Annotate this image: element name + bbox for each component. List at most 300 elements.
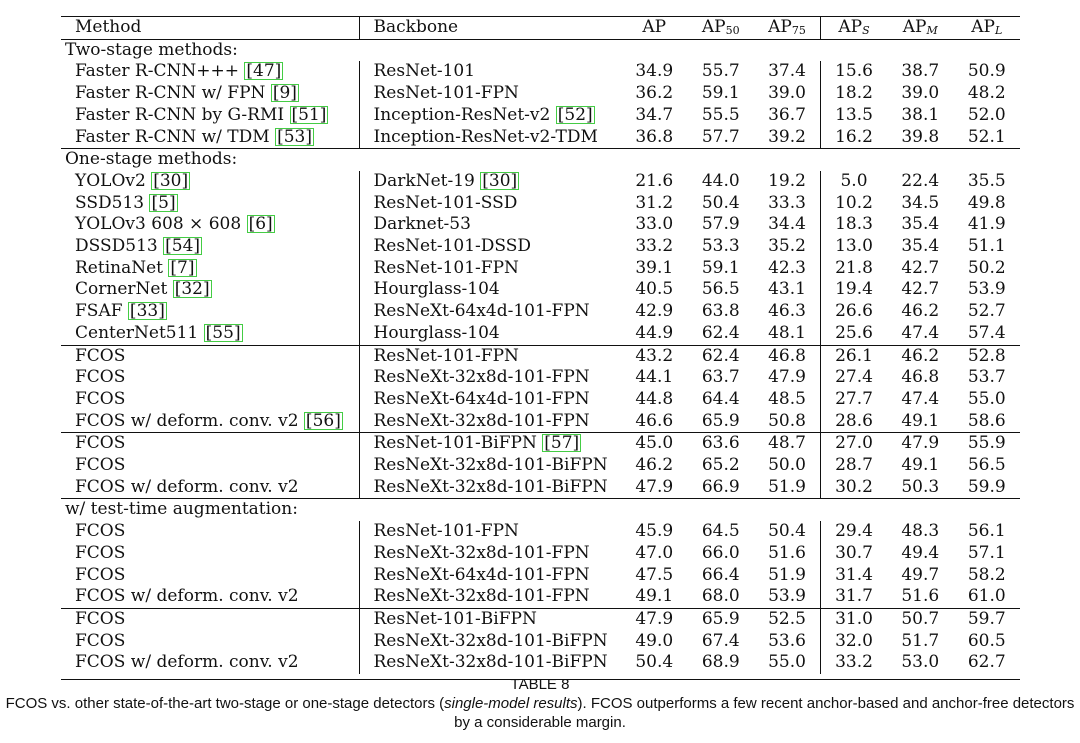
value-ap50: 57.7: [701, 126, 740, 147]
value-ap: 47.9: [635, 476, 674, 497]
backbone-name: ResNet-101: [373, 61, 476, 82]
method-name: CenterNet511: [75, 322, 199, 343]
citation-link[interactable]: [56]: [305, 410, 341, 431]
citation-link[interactable]: [5]: [151, 192, 176, 213]
table-row: [61, 193, 1020, 215]
citation-link[interactable]: [52]: [557, 104, 593, 125]
value-aps: 18.3: [821, 214, 888, 236]
citation-link[interactable]: [55]: [205, 322, 241, 343]
table-row: [61, 127, 1020, 149]
value-aps: 13.0: [821, 236, 888, 258]
value-apl: 56.5: [967, 455, 1006, 476]
method-cell: [61, 631, 359, 653]
backbone-cell: [359, 83, 621, 105]
value-ap75: 51.6: [768, 542, 806, 563]
backbone-name: ResNet-101-SSD: [373, 192, 518, 213]
value-apm: 38.1: [901, 104, 940, 125]
value-ap: 45.0: [621, 433, 688, 455]
value-ap50: 44.0: [701, 170, 740, 191]
table-header-row: [61, 17, 1020, 39]
method-cell: [61, 543, 359, 565]
header-aps-sub: S: [862, 24, 870, 37]
value-ap50: 59.1: [701, 257, 740, 278]
citation-link[interactable]: [9]: [272, 83, 297, 104]
value-ap75: 53.9: [768, 586, 806, 607]
value-apm: 51.7: [901, 630, 940, 651]
method-name: Faster R-CNN w/ TDM: [75, 126, 270, 147]
value-ap75: 51.9: [768, 476, 806, 497]
method-cell: [61, 236, 359, 258]
value-ap: 44.8: [635, 388, 674, 409]
value-ap75: 39.0: [768, 83, 806, 104]
value-aps: 26.1: [821, 345, 888, 367]
value-aps: 31.4: [821, 565, 888, 587]
table-row: [61, 631, 1020, 653]
value-ap: 47.0: [635, 542, 674, 563]
value-apm: 47.9: [887, 433, 954, 455]
value-ap50: 66.0: [701, 542, 740, 563]
citation-link[interactable]: [51]: [291, 104, 327, 125]
value-apl: 57.4: [967, 322, 1006, 343]
table-row: [61, 301, 1020, 323]
header-ap50-sub: 50: [725, 24, 740, 37]
citation-link[interactable]: [30]: [153, 170, 189, 191]
backbone-name: ResNeXt-32x8d-101-BiFPN: [373, 630, 608, 651]
value-ap: 39.1: [635, 257, 674, 278]
citation-link[interactable]: [47]: [246, 61, 282, 82]
method-name: SSD513: [75, 192, 145, 213]
table-row: [61, 455, 1020, 477]
value-apl: 52.7: [967, 301, 1006, 322]
method-cell: [61, 652, 359, 674]
backbone-name: ResNeXt-64x4d-101-FPN: [373, 301, 590, 322]
value-ap75: 19.2: [768, 170, 806, 191]
method-cell: [61, 193, 359, 215]
table-row: [61, 258, 1020, 280]
caption-text-italic: single-model results: [444, 695, 578, 712]
value-ap75: 51.9: [768, 564, 806, 585]
method-cell: [61, 61, 359, 83]
value-apl: 60.5: [967, 630, 1006, 651]
backbone-cell: [359, 652, 621, 674]
value-ap50: 65.9: [688, 608, 755, 630]
header-ap75-sub: 75: [791, 24, 806, 37]
method-cell: [61, 521, 359, 543]
header-apl: [954, 17, 1021, 39]
method-cell: [61, 171, 359, 193]
value-aps: 16.2: [821, 127, 888, 149]
value-apl: 59.9: [967, 476, 1006, 497]
table-body: [61, 39, 1020, 674]
header-apm-base: AP: [902, 17, 927, 37]
method-name: FCOS w/ deform. conv. v2: [75, 652, 299, 673]
backbone-name: Darknet-53: [373, 214, 471, 235]
table-row: [61, 389, 1020, 411]
value-apm: 53.0: [901, 652, 940, 673]
citation-number: 47: [253, 61, 275, 82]
value-aps: 31.0: [821, 608, 888, 630]
value-apl: 53.7: [967, 367, 1006, 388]
value-ap: 47.5: [635, 564, 674, 585]
method-cell: [61, 389, 359, 411]
backbone-cell: [359, 236, 621, 258]
method-name: FCOS: [75, 608, 126, 629]
method-cell: [61, 279, 359, 301]
value-apm: 46.8: [901, 367, 940, 388]
value-aps: 15.6: [821, 61, 888, 83]
value-ap75: 46.3: [768, 301, 806, 322]
value-ap50: 64.4: [701, 388, 740, 409]
value-aps: 33.2: [821, 652, 888, 674]
method-cell: [61, 565, 359, 587]
method-cell: [61, 367, 359, 389]
method-cell: [61, 214, 359, 236]
value-apl: 48.2: [967, 83, 1006, 104]
citation-number: 30: [488, 170, 511, 191]
value-apm: 48.3: [901, 521, 940, 542]
method-name: YOLOv2: [75, 170, 146, 191]
value-aps: 30.2: [821, 477, 888, 499]
value-apl: 58.6: [967, 410, 1006, 431]
method-name: FCOS w/ deform. conv. v2: [75, 476, 299, 497]
table-row: [61, 477, 1020, 499]
backbone-cell: [359, 521, 621, 543]
backbone-cell: [359, 631, 621, 653]
citation-number: 54: [171, 236, 194, 257]
value-apl: 35.5: [967, 170, 1006, 191]
table-row: [61, 367, 1020, 389]
method-cell: [61, 301, 359, 323]
citation-number: 7: [177, 257, 188, 278]
citation-number: 53: [283, 126, 306, 147]
section-header-row: [61, 149, 1020, 171]
value-ap: 45.9: [635, 521, 674, 542]
backbone-name: ResNet-101-BiFPN: [373, 608, 537, 629]
method-name: FCOS: [75, 345, 126, 366]
backbone-name: Inception-ResNet-v2: [373, 104, 551, 125]
table-row: [61, 433, 1020, 455]
backbone-name: ResNet-101-FPN: [373, 257, 519, 278]
value-ap75: 50.4: [768, 521, 806, 542]
backbone-cell: [359, 193, 621, 215]
method-name: FCOS: [75, 367, 126, 388]
value-apm: 35.4: [901, 236, 940, 257]
value-apm: 38.7: [901, 61, 940, 82]
value-apm: 22.4: [901, 170, 940, 191]
table-row: [61, 521, 1020, 543]
value-ap75: 50.0: [768, 455, 806, 476]
value-ap: 40.5: [635, 279, 674, 300]
table-row: [61, 323, 1020, 345]
value-ap: 33.0: [635, 214, 674, 235]
value-aps: 28.6: [821, 411, 888, 433]
backbone-name: ResNet-101-FPN: [373, 345, 519, 366]
value-ap: 47.9: [621, 608, 688, 630]
header-aps-base: AP: [838, 17, 863, 37]
value-apm: 49.1: [901, 410, 940, 431]
value-ap50: 65.2: [701, 455, 740, 476]
value-apm: 47.4: [901, 322, 940, 343]
value-apl: 55.0: [967, 388, 1006, 409]
value-ap75: 53.6: [768, 630, 806, 651]
value-ap: 33.2: [635, 236, 674, 257]
value-ap75: 47.9: [768, 367, 806, 388]
value-ap: 50.4: [635, 652, 674, 673]
citation-number: 52: [564, 104, 587, 125]
value-ap50: 68.9: [701, 652, 740, 673]
backbone-name: ResNeXt-64x4d-101-FPN: [373, 388, 590, 409]
value-apm: 49.4: [901, 542, 940, 563]
method-name: FCOS: [75, 433, 126, 454]
backbone-cell: [359, 586, 621, 608]
value-apl: 41.9: [967, 214, 1006, 235]
method-name: FCOS: [75, 542, 126, 563]
value-apl: 50.2: [967, 257, 1006, 278]
header-ap50: [688, 17, 755, 39]
citation-number: 33: [136, 301, 159, 322]
value-ap50: 53.3: [701, 236, 740, 257]
backbone-cell: [359, 61, 621, 83]
method-name: FCOS w/ deform. conv. v2: [75, 410, 299, 431]
value-apm: 39.0: [901, 83, 940, 104]
value-ap50: 55.7: [701, 61, 740, 82]
section-header-row: [61, 39, 1020, 61]
value-ap: 44.9: [635, 322, 674, 343]
caption-text-before: FCOS vs. other state-of-the-art two-stage or one-stage detectors (: [5, 695, 445, 712]
table-row: [61, 543, 1020, 565]
method-cell: [61, 608, 359, 630]
table-row: [61, 652, 1020, 674]
backbone-cell: [359, 258, 621, 280]
citation-number: 56: [312, 410, 335, 431]
value-ap: 34.9: [635, 61, 674, 82]
value-ap75: 33.3: [768, 192, 806, 213]
value-apm: 42.7: [901, 279, 940, 300]
header-apm: [887, 17, 954, 39]
backbone-name: ResNet-101-FPN: [373, 83, 519, 104]
value-ap75: 34.4: [768, 214, 806, 235]
header-ap50-base: AP: [701, 17, 726, 37]
value-aps: 27.4: [821, 367, 888, 389]
value-apl: 50.9: [967, 61, 1006, 82]
value-apm: 50.7: [887, 608, 954, 630]
value-apl: 56.1: [967, 521, 1006, 542]
citation-link[interactable]: [57]: [544, 433, 580, 454]
method-cell: [61, 127, 359, 149]
method-cell: [61, 433, 359, 455]
header-method: Method: [75, 17, 142, 37]
value-apl: 52.1: [967, 126, 1006, 147]
backbone-name: ResNeXt-32x8d-101-BiFPN: [373, 652, 608, 673]
value-ap: 46.6: [635, 410, 674, 431]
value-ap75: 52.5: [754, 608, 821, 630]
value-apm: 34.5: [901, 192, 940, 213]
method-name: Faster R-CNN w/ FPN: [75, 83, 266, 104]
backbone-name: ResNeXt-32x8d-101-BiFPN: [373, 476, 608, 497]
backbone-cell: [359, 455, 621, 477]
value-apm: 47.4: [901, 388, 940, 409]
method-cell: [61, 258, 359, 280]
citation-link[interactable]: [30]: [482, 170, 518, 191]
table-caption: [0, 694, 1080, 732]
backbone-cell: [359, 411, 621, 433]
backbone-name: ResNet-101-FPN: [373, 521, 519, 542]
table-row: [61, 214, 1020, 236]
citation-number: 57: [550, 433, 573, 454]
method-cell: [61, 105, 359, 127]
method-name: FCOS: [75, 455, 126, 476]
value-ap75: 55.0: [768, 652, 806, 673]
table-row: [61, 279, 1020, 301]
backbone-cell: [359, 214, 621, 236]
citation-number: 30: [159, 170, 182, 191]
value-apm: 39.8: [901, 126, 940, 147]
table-row: [61, 61, 1020, 83]
value-ap: 49.1: [635, 586, 674, 607]
value-aps: 29.4: [821, 521, 888, 543]
value-apl: 52.8: [954, 345, 1021, 367]
value-ap: 36.2: [635, 83, 674, 104]
results-table: [61, 17, 1020, 674]
value-ap75: 36.7: [768, 104, 806, 125]
value-ap50: 68.0: [701, 586, 740, 607]
value-ap75: 35.2: [768, 236, 806, 257]
value-ap: 42.9: [635, 301, 674, 322]
method-name: DSSD513: [75, 236, 158, 257]
value-aps: 18.2: [821, 83, 888, 105]
header-apl-base: AP: [971, 17, 995, 37]
backbone-name: Inception-ResNet-v2-TDM: [373, 126, 598, 147]
value-ap50: 63.8: [701, 301, 740, 322]
table-row: [61, 565, 1020, 587]
table-caption-label: TABLE 8: [510, 676, 570, 693]
table-row: [61, 171, 1020, 193]
value-ap50: 63.6: [688, 433, 755, 455]
backbone-cell: [359, 565, 621, 587]
value-aps: 5.0: [821, 171, 888, 193]
method-name: Faster R-CNN+++: [75, 61, 239, 82]
value-aps: 31.7: [821, 586, 888, 608]
backbone-cell: [359, 345, 621, 367]
method-cell: [61, 411, 359, 433]
backbone-name: Hourglass-104: [373, 279, 500, 300]
value-apl: 53.9: [967, 279, 1006, 300]
value-apm: 49.1: [901, 455, 940, 476]
section-title: Two-stage methods:: [61, 39, 1020, 61]
citation-number: 55: [212, 322, 234, 343]
backbone-name: ResNet-101-DSSD: [373, 236, 532, 257]
citation-number: 51: [298, 104, 320, 125]
value-apl: 52.0: [967, 104, 1006, 125]
value-ap75: 46.8: [754, 345, 821, 367]
value-ap50: 62.4: [701, 322, 740, 343]
citation-link[interactable]: [54]: [165, 236, 201, 257]
backbone-name: ResNeXt-32x8d-101-FPN: [373, 367, 590, 388]
backbone-cell: [359, 105, 621, 127]
backbone-name: DarkNet-19: [373, 170, 475, 191]
caption-text-after: ). FCOS outperforms a few recent anchor-based and anchor-free detectors by a considerable margin.: [454, 695, 1075, 731]
value-aps: 28.7: [821, 455, 888, 477]
backbone-cell: [359, 389, 621, 411]
value-ap: 31.2: [635, 192, 674, 213]
value-ap50: 64.5: [701, 521, 740, 542]
citation-number: 6: [255, 214, 267, 235]
backbone-cell: [359, 543, 621, 565]
table-row: [61, 608, 1020, 630]
value-aps: 30.7: [821, 543, 888, 565]
value-apl: 57.1: [967, 542, 1006, 563]
value-ap: 34.7: [635, 104, 674, 125]
method-name: RetinaNet: [75, 257, 163, 278]
citation-link[interactable]: [33]: [129, 301, 165, 322]
citation-number: 32: [181, 279, 203, 300]
value-ap: 21.6: [635, 170, 674, 191]
citation-link[interactable]: [6]: [248, 214, 273, 235]
value-ap75: 43.1: [768, 279, 806, 300]
table-row: [61, 236, 1020, 258]
backbone-cell: [359, 367, 621, 389]
header-apm-sub: M: [926, 24, 938, 37]
value-apl: 62.7: [967, 652, 1006, 673]
method-cell: [61, 477, 359, 499]
method-name: FCOS w/ deform. conv. v2: [75, 586, 299, 607]
citation-link[interactable]: [7]: [170, 257, 195, 278]
value-apl: 61.0: [967, 586, 1006, 607]
value-ap50: 59.1: [701, 83, 740, 104]
table-row: [61, 411, 1020, 433]
header-ap: AP: [642, 17, 667, 37]
value-ap50: 63.7: [701, 367, 740, 388]
value-ap: 49.0: [635, 630, 674, 651]
header-backbone: Backbone: [359, 17, 621, 39]
backbone-cell: [359, 127, 621, 149]
method-name: FCOS: [75, 630, 126, 651]
value-ap75: 37.4: [768, 61, 806, 82]
value-ap75: 48.1: [768, 322, 806, 343]
header-apl-sub: L: [994, 24, 1003, 37]
backbone-cell: [359, 301, 621, 323]
value-ap75: 42.3: [768, 257, 806, 278]
table-row: [61, 105, 1020, 127]
backbone-cell: [359, 477, 621, 499]
backbone-name: ResNeXt-64x4d-101-FPN: [373, 564, 590, 585]
method-cell: [61, 345, 359, 367]
value-ap50: 65.9: [701, 410, 740, 431]
value-apm: 42.7: [901, 257, 940, 278]
value-apm: 46.2: [887, 345, 954, 367]
backbone-cell: [359, 433, 621, 455]
header-ap75-base: AP: [768, 17, 792, 37]
value-apm: 49.7: [901, 564, 940, 585]
method-name: CornerNet: [75, 279, 168, 300]
citation-link[interactable]: [53]: [277, 126, 313, 147]
value-aps: 21.8: [821, 258, 888, 280]
backbone-name: ResNeXt-32x8d-101-FPN: [373, 586, 590, 607]
method-name: FSAF: [75, 301, 123, 322]
citation-number: 5: [158, 192, 169, 213]
backbone-name: Hourglass-104: [373, 322, 500, 343]
backbone-name: ResNeXt-32x8d-101-BiFPN: [373, 455, 608, 476]
backbone-name: ResNeXt-32x8d-101-FPN: [373, 542, 590, 563]
table-row: [61, 83, 1020, 105]
method-name: YOLOv3 608 × 608: [75, 214, 242, 235]
value-ap50: 50.4: [701, 192, 740, 213]
value-aps: 25.6: [821, 323, 888, 345]
method-name: FCOS: [75, 521, 126, 542]
value-aps: 32.0: [821, 631, 888, 653]
backbone-cell: [359, 608, 621, 630]
citation-link[interactable]: [32]: [174, 279, 210, 300]
